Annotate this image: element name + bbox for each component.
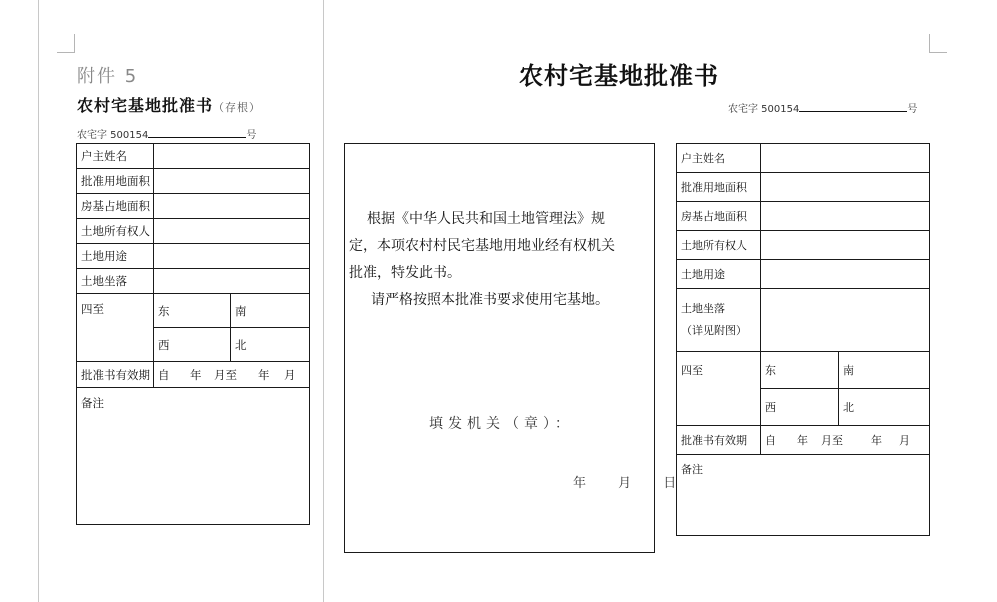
certificate-body-line-1: 根据《中华人民共和国土地管理法》规 <box>367 211 605 227</box>
stub-validity-month-to: 月至 <box>214 367 237 382</box>
certificate-field-validity[interactable] <box>761 426 930 455</box>
stub-field-validity[interactable] <box>154 362 310 388</box>
certificate-field-land-owner[interactable] <box>761 231 930 260</box>
certificate-field-approved-area[interactable] <box>761 173 930 202</box>
stub-table <box>76 143 310 525</box>
certificate-serial-prefix: 农宅字 500154 <box>728 104 800 115</box>
stub-field-north[interactable]: 北 <box>231 328 310 362</box>
stub-row-boundaries-1 <box>77 294 310 328</box>
page-divider <box>323 0 324 602</box>
certificate-label-see-map: （详见附图） <box>681 324 747 337</box>
certificate-label-land-location <box>677 289 761 352</box>
stub-field-approved-area[interactable] <box>154 169 310 194</box>
stub-label-building-area: 房基占地面积 <box>77 194 154 219</box>
certificate-row-validity <box>677 426 930 455</box>
certificate-label-owner-name: 户主姓名 <box>677 144 761 173</box>
stub-title <box>77 93 261 116</box>
stub-validity-year2: 年 <box>258 367 270 382</box>
stub-label-owner-name: 户主姓名 <box>77 144 154 169</box>
certificate-row-building-area <box>677 202 930 231</box>
certificate-field-building-area[interactable] <box>761 202 930 231</box>
certificate-validity-month-to: 月至 <box>821 434 843 447</box>
stub-row-validity <box>77 362 310 388</box>
certificate-validity-from: 自 <box>765 434 776 447</box>
certificate-validity-year1: 年 <box>797 434 808 447</box>
certificate-field-west[interactable]: 西 <box>761 389 839 426</box>
stub-field-land-location[interactable] <box>154 269 310 294</box>
stub-row-land-location <box>77 269 310 294</box>
attachment-label: 附件 5 <box>77 66 139 87</box>
stub-validity-from: 自 <box>158 367 170 382</box>
stub-field-east[interactable]: 东 <box>154 294 231 328</box>
stub-serial-number <box>77 126 256 141</box>
stub-label-approved-area: 批准用地面积 <box>77 169 154 194</box>
certificate-label-land-location-text: 土地坐落 <box>681 302 725 315</box>
stub-field-west[interactable]: 西 <box>154 328 231 362</box>
stub-label-boundaries: 四至 <box>77 294 154 362</box>
stub-field-land-use[interactable] <box>154 244 310 269</box>
stub-label-validity: 批准书有效期 <box>77 362 154 388</box>
certificate-body-text <box>345 206 645 314</box>
certificate-validity-month2: 月 <box>899 434 910 447</box>
stub-validity-month2: 月 <box>284 367 296 382</box>
certificate-row-owner-name <box>677 144 930 173</box>
stub-field-owner-name[interactable] <box>154 144 310 169</box>
certificate-serial-blank <box>799 102 907 112</box>
certificate-field-east[interactable]: 东 <box>761 352 839 389</box>
stub-serial-suffix: 号 <box>246 130 257 141</box>
certificate-body-line-3: 批准，特发此书。 <box>349 265 461 281</box>
stub-field-south[interactable]: 南 <box>231 294 310 328</box>
certificate-row-land-use <box>677 260 930 289</box>
certificate-field-land-use[interactable] <box>761 260 930 289</box>
stub-validity-year1: 年 <box>190 367 202 382</box>
certificate-label-approved-area: 批准用地面积 <box>677 173 761 202</box>
certificate-serial-number <box>728 100 917 115</box>
stub-label-land-use: 土地用途 <box>77 244 154 269</box>
certificate-validity-year2: 年 <box>871 434 882 447</box>
certificate-label-boundaries: 四至 <box>677 352 761 426</box>
crop-mark-top-left <box>57 34 75 53</box>
certificate-date: 年 月 日 <box>573 476 691 491</box>
stub-label-land-owner: 土地所有权人 <box>77 219 154 244</box>
certificate-body-line-4: 请严格按照本批准书要求使用宅基地。 <box>371 292 609 308</box>
crop-mark-top-right <box>929 34 947 53</box>
stub-serial-prefix: 农宅字 500154 <box>77 130 149 141</box>
stub-row-remarks <box>77 388 310 525</box>
certificate-label-land-use: 土地用途 <box>677 260 761 289</box>
stub-field-remarks[interactable] <box>77 388 310 525</box>
certificate-row-boundaries-1 <box>677 352 930 389</box>
stub-label-land-location: 土地坐落 <box>77 269 154 294</box>
certificate-label-validity: 批准书有效期 <box>677 426 761 455</box>
stub-row-land-owner <box>77 219 310 244</box>
certificate-row-land-owner <box>677 231 930 260</box>
stub-row-building-area <box>77 194 310 219</box>
certificate-field-south[interactable]: 南 <box>839 352 930 389</box>
certificate-serial-suffix: 号 <box>907 104 918 115</box>
certificate-field-owner-name[interactable] <box>761 144 930 173</box>
certificate-table <box>676 143 930 536</box>
certificate-row-remarks <box>677 455 930 536</box>
certificate-label-building-area: 房基占地面积 <box>677 202 761 231</box>
certificate-field-remarks[interactable] <box>677 455 930 536</box>
stub-field-land-owner[interactable] <box>154 219 310 244</box>
certificate-body-line-2: 定，本项农村村民宅基地用地业经有权机关 <box>349 238 615 254</box>
certificate-label-land-owner: 土地所有权人 <box>677 231 761 260</box>
stub-title-tag: （存根） <box>213 101 262 114</box>
certificate-body-box <box>344 143 691 553</box>
certificate-label-remarks: 备注 <box>681 463 703 476</box>
left-page-edge <box>38 0 39 602</box>
certificate-row-approved-area <box>677 173 930 202</box>
certificate-field-north[interactable]: 北 <box>839 389 930 426</box>
stub-row-owner-name <box>77 144 310 169</box>
stub-label-remarks: 备注 <box>81 396 104 410</box>
certificate-issuer: 填发机关（章）： <box>429 416 574 432</box>
stub-title-text: 农村宅基地批准书 <box>77 96 214 115</box>
stub-row-land-use <box>77 244 310 269</box>
stub-serial-blank <box>148 128 246 138</box>
stub-field-building-area[interactable] <box>154 194 310 219</box>
certificate-field-land-location[interactable] <box>761 289 930 352</box>
stub-row-approved-area <box>77 169 310 194</box>
certificate-title: 农村宅基地批准书 <box>519 62 719 90</box>
certificate-row-land-location <box>677 289 930 352</box>
